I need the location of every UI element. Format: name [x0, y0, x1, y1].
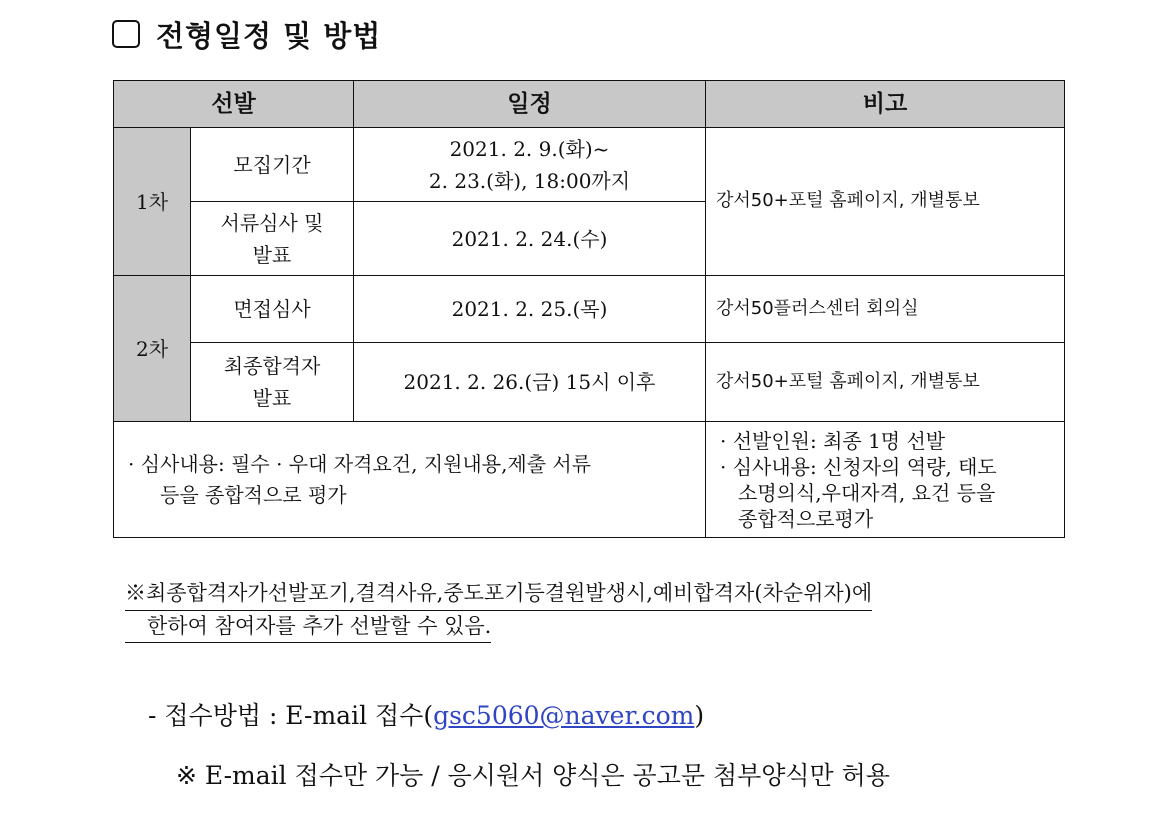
table-row	[114, 128, 1065, 202]
table-header-row	[114, 81, 1065, 128]
stage1-label: 1차	[114, 128, 191, 276]
selection-line: 종합적으로평가	[738, 506, 874, 531]
notice	[125, 578, 1065, 643]
section-title: 전형일정 및 방법	[156, 18, 382, 53]
application-method	[148, 696, 704, 732]
evaluation-line: · 심사내용: 필수 · 우대 자격요건, 지원내용,제출 서류	[128, 451, 592, 476]
evaluation-note	[114, 422, 706, 538]
email-link[interactable]: gsc5060@naver.com	[433, 701, 695, 730]
selection-line: 소명의식,우대자격, 요건 등을	[738, 480, 996, 505]
stage2-label: 2차	[114, 276, 191, 422]
stage2-date-final: 2021. 2. 26.(금) 15시 이후	[354, 343, 706, 422]
evaluation-line: 등을 종합적으로 평가	[160, 482, 347, 507]
stage1-item-document	[191, 202, 354, 276]
selection-line: · 심사내용: 신청자의 역량, 태도	[720, 454, 997, 479]
stage1-item-recruit: 모집기간	[191, 128, 354, 202]
stage2-remark-interview: 강서50플러스센터 회의실	[706, 276, 1065, 343]
table-row	[114, 276, 1065, 343]
notice-line: ※최종합격자가선발포기,결격사유,중도포기등결원발생시,예비합격자(차순위자)에	[125, 578, 872, 611]
stage1-date-recruit	[354, 128, 706, 202]
selection-note	[706, 422, 1065, 538]
stage2-item-final	[191, 343, 354, 422]
stage2-date-interview: 2021. 2. 25.(목)	[354, 276, 706, 343]
method-prefix: - 접수방법 : E-mail 접수(	[148, 701, 434, 730]
stage1-remark: 강서50+포털 홈페이지, 개별통보	[706, 128, 1065, 276]
item-line: 서류심사 및	[220, 210, 324, 235]
header-schedule: 일정	[354, 81, 706, 128]
table-row	[114, 343, 1065, 422]
checkbox-square-icon	[112, 20, 140, 48]
date-line: 2021. 2. 9.(화)~	[449, 136, 610, 161]
application-note: ※ E-mail 접수만 가능 / 응시원서 양식은 공고문 첨부양식만 허용	[176, 761, 890, 790]
stage1-date-document: 2021. 2. 24.(수)	[354, 202, 706, 276]
table-row	[114, 422, 1065, 538]
item-line: 발표	[252, 386, 292, 410]
section-heading	[112, 12, 381, 56]
stage2-remark-final: 강서50+포털 홈페이지, 개별통보	[706, 343, 1065, 422]
date-line: 2. 23.(화), 18:00까지	[428, 168, 631, 193]
item-line: 발표	[252, 242, 292, 267]
method-suffix: )	[694, 701, 705, 730]
stage2-item-interview: 면접심사	[191, 276, 354, 343]
item-line: 최종합격자	[223, 354, 321, 378]
notice-line: 한하여 참여자를 추가 선발할 수 있음.	[125, 611, 491, 644]
header-remarks: 비고	[706, 81, 1065, 128]
selection-line: · 선발인원: 최종 1명 선발	[720, 428, 946, 453]
header-selection: 선발	[114, 81, 354, 128]
schedule-table	[113, 80, 1065, 538]
